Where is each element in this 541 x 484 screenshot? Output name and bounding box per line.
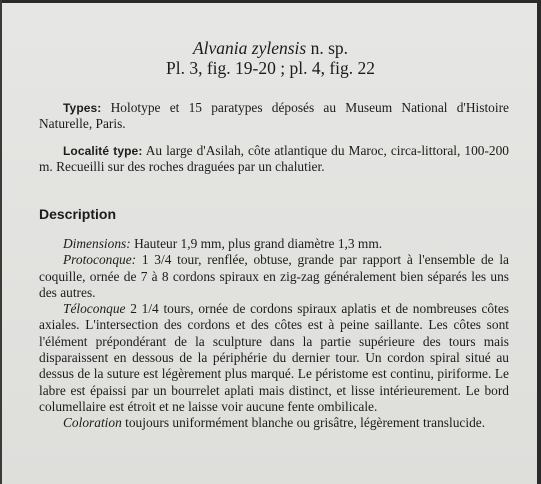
description-body xyxy=(39,236,509,432)
locality-paragraph xyxy=(39,143,509,176)
description-heading: Description xyxy=(39,206,117,222)
species-suffix: n. sp. xyxy=(310,38,349,58)
locality-label: Localité type: xyxy=(63,144,143,158)
protoconque-text: 1 3/4 tour, renflée, obtuse, grande par rapport à l'ensemble de la coquille, ornée de 7 à 8 cordons spiraux en zig-zag généralement bien séparés les uns des autres. xyxy=(39,252,509,300)
species-title xyxy=(0,38,541,58)
dimensions-label: Dimensions: xyxy=(63,236,131,251)
coloration-text: toujours uniformément blanche ou grisâtre, légèrement translucide. xyxy=(125,415,486,431)
dimensions-text: Hauteur 1,9 mm, plus grand diamètre 1,3 mm. xyxy=(134,236,383,251)
plate-reference: Pl. 3, fig. 19-20 ; pl. 4, fig. 22 xyxy=(165,58,376,78)
coloration-paragraph xyxy=(39,415,509,431)
dimensions-paragraph xyxy=(39,236,509,252)
protoconque-paragraph xyxy=(39,252,509,301)
locality-text: Au large d'Asilah, côte atlantique du Maroc, circa-littoral, 100-200 m. Recueilli sur des roches draguées par un chalutier. xyxy=(39,143,510,175)
types-label: Types: xyxy=(63,101,102,115)
teloconque-paragraph xyxy=(39,301,509,415)
coloration-label: Coloration xyxy=(63,415,122,431)
teloconque-label: Téloconque xyxy=(63,301,126,317)
scan-border-top xyxy=(0,0,541,3)
species-name: Alvania zylensis xyxy=(192,38,307,58)
protoconque-label: Protoconque: xyxy=(63,252,137,268)
teloconque-text: 2 1/4 tours, ornée de cordons spiraux aplatis et de nombreuses côtes axiales. L'intersection des cordons et des côtes est à peine saillante. Les côtes sont l'élément prépondérant de la sculpture dans la partie supérieure des tours mais disparaissent en dessous de la périphérie du dernier tour. Un cordon spiral situé au dessus de la suture est légèrement plus marqué. Le péristome est continu, piriforme. Le labre est épaissi par un bourrelet aplati mais distinct, et lisse intérieurement. Le bord columellaire est étroit et ne laisse voir aucune fente ombilicale. xyxy=(39,301,510,414)
types-text: Holotype et 15 paratypes déposés au Museum National d'Histoire Naturelle, Paris. xyxy=(39,100,509,132)
types-paragraph xyxy=(39,100,509,133)
